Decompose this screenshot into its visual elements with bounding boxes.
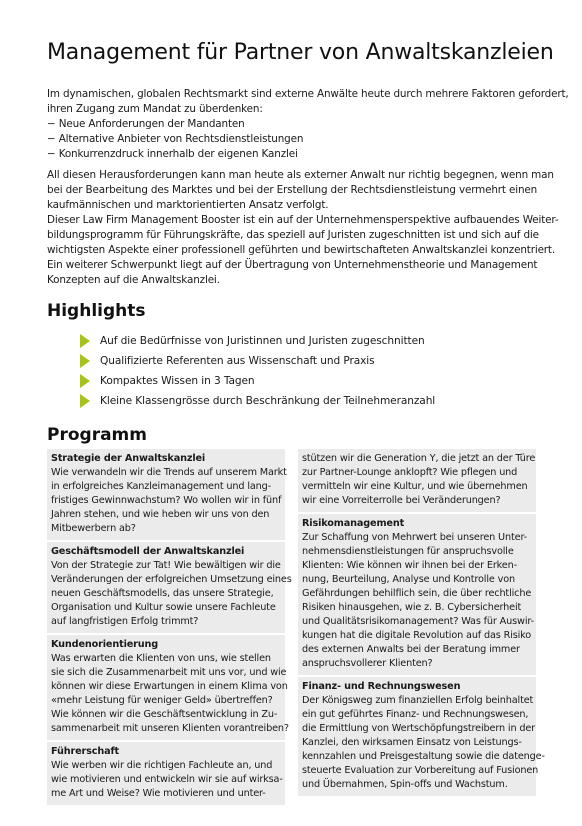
highlight-item xyxy=(80,371,550,391)
intro-paragraph-2 xyxy=(47,168,559,288)
intro-line: Konzepten auf die Anwaltskanzlei. xyxy=(47,274,220,286)
highlight-item xyxy=(80,391,550,411)
module-text-line: wie motivieren und entwickeln wir sie auf wirksa- xyxy=(51,774,283,785)
intro-text xyxy=(47,87,569,288)
programm-column-right xyxy=(298,449,545,798)
module-text-line: zur Partner-Lounge anklopft? Wie pflegen und xyxy=(302,467,518,478)
module-text-line: steuerte Evaluation zur Vorbereitung auf Fusionen xyxy=(302,765,539,776)
module-title: Strategie der Anwaltskanzlei xyxy=(51,453,206,464)
programm-module xyxy=(47,742,285,807)
intro-line: Ein weiterer Schwerpunkt liegt auf der Übertragung von Unternehmenstheorie und Management xyxy=(47,259,538,271)
programm-module xyxy=(47,449,285,542)
module-text-line: nehmensdienstleistungen für anspruchsvolle xyxy=(302,546,514,557)
module-title: Geschäftsmodell der Anwaltskanzlei xyxy=(51,546,245,557)
module-text-line: und Qualitätsrisikomanagement? Was für Auswir- xyxy=(302,616,534,627)
highlight-text: Auf die Bedürfnisse von Juristinnen und Juristen zugeschnitten xyxy=(100,335,425,347)
module-text-line: Zur Schaffung von Mehrwert bei unseren Unter- xyxy=(302,532,527,543)
intro-line: bei der Bearbeitung des Marktes und bei der Erstellung der Rechtsdienstleistung vermehrt einen xyxy=(47,184,538,196)
programm-column-left xyxy=(47,449,292,807)
module-text-line: Klienten: Wie können wir ihnen bei der Erken- xyxy=(302,560,517,571)
highlights-heading: Highlights xyxy=(47,301,146,321)
module-text-line: me Art und Weise? Wie motivieren und unter- xyxy=(51,788,266,799)
module-text-line: Der Königsweg zum finanziellen Erfolg beinhaltet xyxy=(302,695,534,706)
module-text-line: und Übernahmen, Spin-offs und Wachstum. xyxy=(302,779,508,790)
module-text-line: stützen wir die Generation Y, die jetzt an der Türe xyxy=(302,453,536,464)
intro-line: ihren Zugang zum Mandat zu überdenken: xyxy=(47,103,263,115)
module-text-line: Mitbewerbern ab? xyxy=(51,523,136,534)
highlight-item xyxy=(80,351,550,371)
module-text-line: auf langfristigen Erfolg trimmt? xyxy=(51,616,199,627)
intro-line: bildungsprogramm für Führungskräfte, das speziell auf Juristen zugeschnitten ist und sich auf die xyxy=(47,229,539,241)
module-text-line: «mehr Leistung für weniger Geld» übertreffen? xyxy=(51,695,273,706)
programm-module xyxy=(298,677,545,798)
module-text-line: Veränderungen der erfolgreichen Umsetzung eines xyxy=(51,574,292,585)
module-title: Kundenorientierung xyxy=(51,639,159,650)
module-text-line: ein gut geführtes Finanz- und Rechnungswesen, xyxy=(302,709,529,720)
arrow-right-icon xyxy=(80,334,90,348)
intro-line: kaufmännischen und marktorientierten Ansatz verfolgt. xyxy=(47,199,329,211)
module-text-line: Organisation und Kultur sowie unsere Fachleute xyxy=(51,602,276,613)
intro-list-item: − Neue Anforderungen der Mandanten xyxy=(47,118,245,130)
module-text-line: kennzahlen und Preisgestaltung sowie die datenge- xyxy=(302,751,545,762)
arrow-right-icon xyxy=(80,394,90,408)
module-text-line: die Ermittlung von Wertschöpfungstreibern in der xyxy=(302,723,536,734)
module-title: Risikomanagement xyxy=(302,518,405,529)
module-title: Finanz- und Rechnungswesen xyxy=(302,681,461,692)
module-text-line: Von der Strategie zur Tat! Wie bewältigen wir die xyxy=(51,560,281,571)
intro-line: wichtigsten Aspekte einer professionell geführten und bewirtschafteten Anwaltskanzlei konzentriert. xyxy=(47,244,556,256)
intro-line: Dieser Law Firm Management Booster ist ein auf der Unternehmensperspektive aufbauendes Weiter- xyxy=(47,214,559,226)
programm-module xyxy=(298,514,536,677)
intro-list-item: − Konkurrenzdruck innerhalb der eigenen Kanzlei xyxy=(47,148,298,160)
arrow-right-icon xyxy=(80,354,90,368)
programm-module-continued xyxy=(298,449,536,514)
module-text-line: anspruchsvollerer Klienten? xyxy=(302,658,433,669)
module-text-line: in erfolgreiches Kanzleimanagement und lang- xyxy=(51,481,271,492)
intro-list-item: − Alternative Anbieter von Rechtsdienstleistungen xyxy=(47,133,304,145)
module-text-line: wir eine Vorreiterrolle bei Veränderungen? xyxy=(302,495,501,506)
module-text-line: Wie können wir die Geschäftsentwicklung in Zu- xyxy=(51,709,278,720)
module-text-line: Wie werben wir die richtigen Fachleute an, und xyxy=(51,760,273,771)
module-text-line: können wir diese Erwartungen in einem Klima von xyxy=(51,681,288,692)
intro-paragraph-1 xyxy=(47,87,569,162)
highlights-list xyxy=(80,331,550,411)
module-title: Führerschaft xyxy=(51,746,120,757)
module-text-line: vermitteln wir eine Kultur, und wie übernehmen xyxy=(302,481,528,492)
intro-line: All diesen Herausforderungen kann man heute als externer Anwalt nur richtig begegnen, wenn man xyxy=(47,169,554,181)
highlight-item xyxy=(80,331,550,351)
highlight-text: Qualifizierte Referenten aus Wissenschaft und Praxis xyxy=(100,355,375,367)
module-text-line: Jahren stehen, und wie heben wir uns von den xyxy=(51,509,270,520)
module-text-line: Gefährdungen behilflich sein, die über rechtliche xyxy=(302,588,532,599)
module-text-line: sammenarbeit mit unseren Klienten vorantreiben? xyxy=(51,723,289,734)
programm-heading: Programm xyxy=(47,425,147,445)
programm-module xyxy=(47,542,292,635)
module-text-line: neuen Geschäftsmodells, das unsere Strategie, xyxy=(51,588,274,599)
page-title: Management für Partner von Anwaltskanzleien xyxy=(47,40,554,65)
module-text-line: Risiken hinausgehen, wie z. B. Cybersicherheit xyxy=(302,602,522,613)
intro-line: Im dynamischen, globalen Rechtsmarkt sind externe Anwälte heute durch mehrere Faktoren gefordert, xyxy=(47,88,569,100)
programm-module xyxy=(47,635,289,742)
highlight-text: Kompaktes Wissen in 3 Tagen xyxy=(100,375,255,387)
module-text-line: Kanzlei, den wirksamen Einsatz von Leistungs- xyxy=(302,737,522,748)
module-text-line: kungen hat die digitale Revolution auf das Risiko xyxy=(302,630,532,641)
arrow-right-icon xyxy=(80,374,90,388)
module-text-line: nung, Beurteilung, Analyse und Kontrolle von xyxy=(302,574,515,585)
module-text-line: sie sich die Zusammenarbeit mit uns vor, und wie xyxy=(51,667,287,678)
module-text-line: Wie verwandeln wir die Trends auf unserem Markt xyxy=(51,467,287,478)
module-text-line: fristiges Gewinnwachstum? Wo wollen wir in fünf xyxy=(51,495,282,506)
module-text-line: des externen Anwalts bei der Beratung immer xyxy=(302,644,520,655)
highlight-text: Kleine Klassengrösse durch Beschränkung der Teilnehmeranzahl xyxy=(100,395,436,407)
module-text-line: Was erwarten die Klienten von uns, wie stellen xyxy=(51,653,271,664)
